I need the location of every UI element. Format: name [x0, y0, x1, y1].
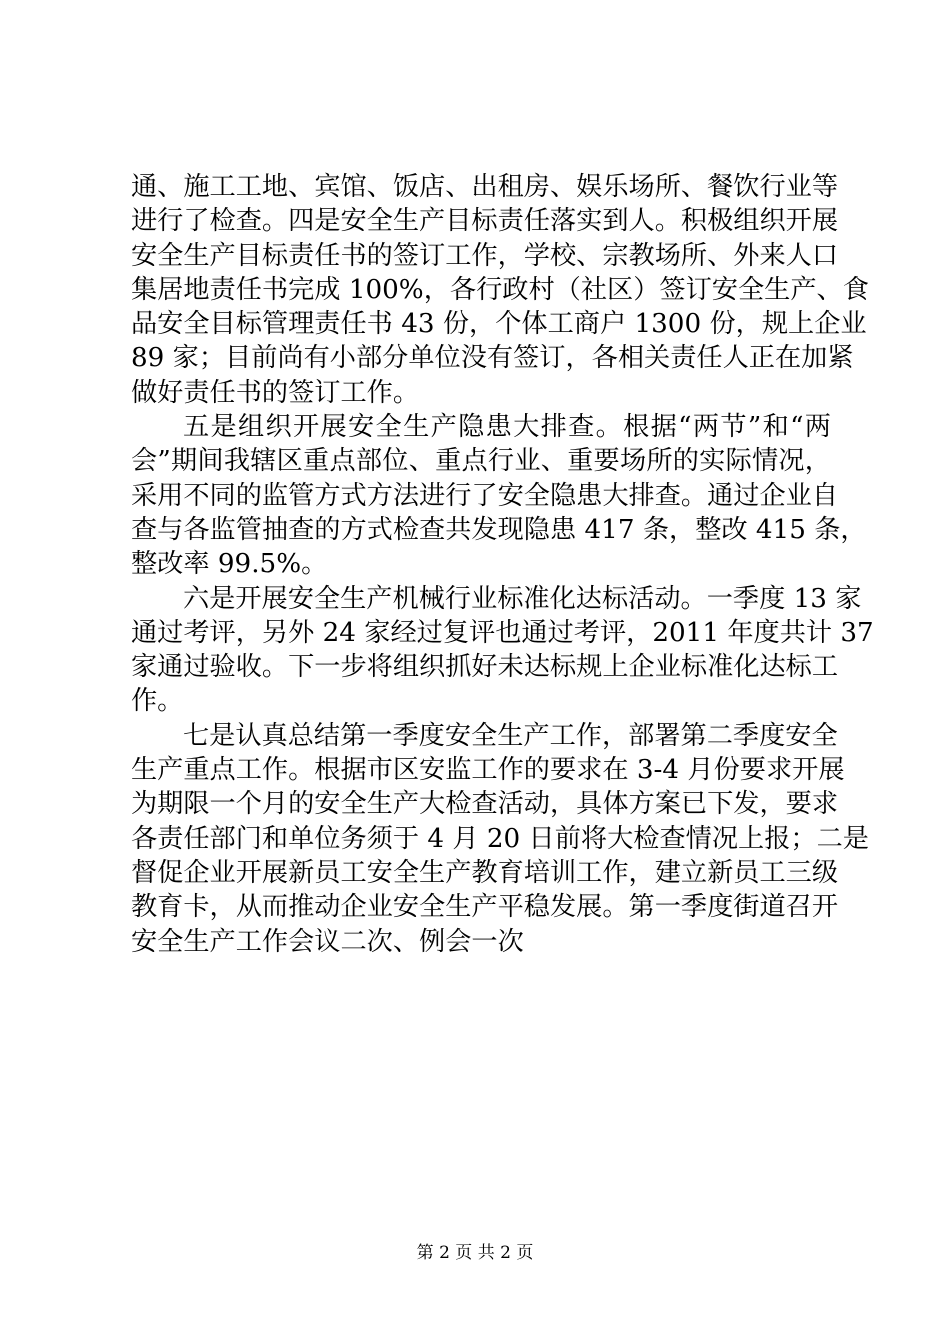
page-number-label: 第 2 页 共 2 页 [416, 1243, 534, 1263]
text-line: 安全生产目标责任书的签订工作，学校、宗教场所、外来人口 [131, 240, 839, 271]
paragraph-start-line: 七是认真总结第一季度安全生产工作，部署第二季度安全 [183, 720, 838, 751]
text-line: 采用不同的监管方式方法进行了安全隐患大排查。通过企业自 [131, 480, 839, 511]
text-line: 89 家；目前尚有小部分单位没有签订，各相关责任人正在加紧 [131, 343, 854, 374]
text-line: 生产重点工作。根据市区安监工作的要求在 3-4 月份要求开展 [131, 755, 845, 786]
text-line: 督促企业开展新员工安全生产教育培训工作，建立新员工三级 [131, 857, 839, 888]
text-line: 查与各监管抽查的方式检查共发现隐患 417 条，整改 415 条， [131, 514, 867, 545]
text-line: 作。 [131, 686, 184, 717]
text-line: 整改率 99.5%。 [131, 549, 328, 580]
text-line: 为期限一个月的安全生产大检查活动，具体方案已下发，要求 [131, 789, 839, 820]
text-line: 各责任部门和单位务须于 4 月 20 日前将大检查情况上报；二是 [131, 823, 869, 854]
text-line: 教育卡，从而推动企业安全生产平稳发展。第一季度街道召开 [131, 892, 839, 923]
document-body [131, 170, 874, 959]
text-line: 通、施工工地、宾馆、饭店、出租房、娱乐场所、餐饮行业等 [131, 172, 839, 202]
text-line: 品安全目标管理责任书 43 份，个体工商户 1300 份，规上企业 [131, 309, 867, 340]
text-line: 会”期间我辖区重点部位、重点行业、重要场所的实际情况， [131, 446, 831, 477]
page-footer [0, 1242, 950, 1264]
text-line: 做好责任书的签订工作。 [131, 377, 420, 408]
text-line: 通过考评，另外 24 家经过复评也通过考评，2011 年度共计 37 [131, 617, 874, 648]
paragraph-start-line: 六是开展安全生产机械行业标准化达标活动。一季度 13 家 [183, 583, 862, 614]
text-line: 家通过验收。下一步将组织抓好未达标规上企业标准化达标工 [131, 652, 839, 683]
text-line: 集居地责任书完成 100%，各行政村（社区）签订安全生产、食 [131, 274, 869, 305]
text-line: 安全生产工作会议二次、例会一次 [131, 926, 524, 957]
paragraph-start-line: 五是组织开展安全生产隐患大排查。根据“两节”和“两 [183, 412, 831, 443]
text-line: 进行了检查。四是安全生产目标责任落实到人。积极组织开展 [131, 206, 839, 237]
